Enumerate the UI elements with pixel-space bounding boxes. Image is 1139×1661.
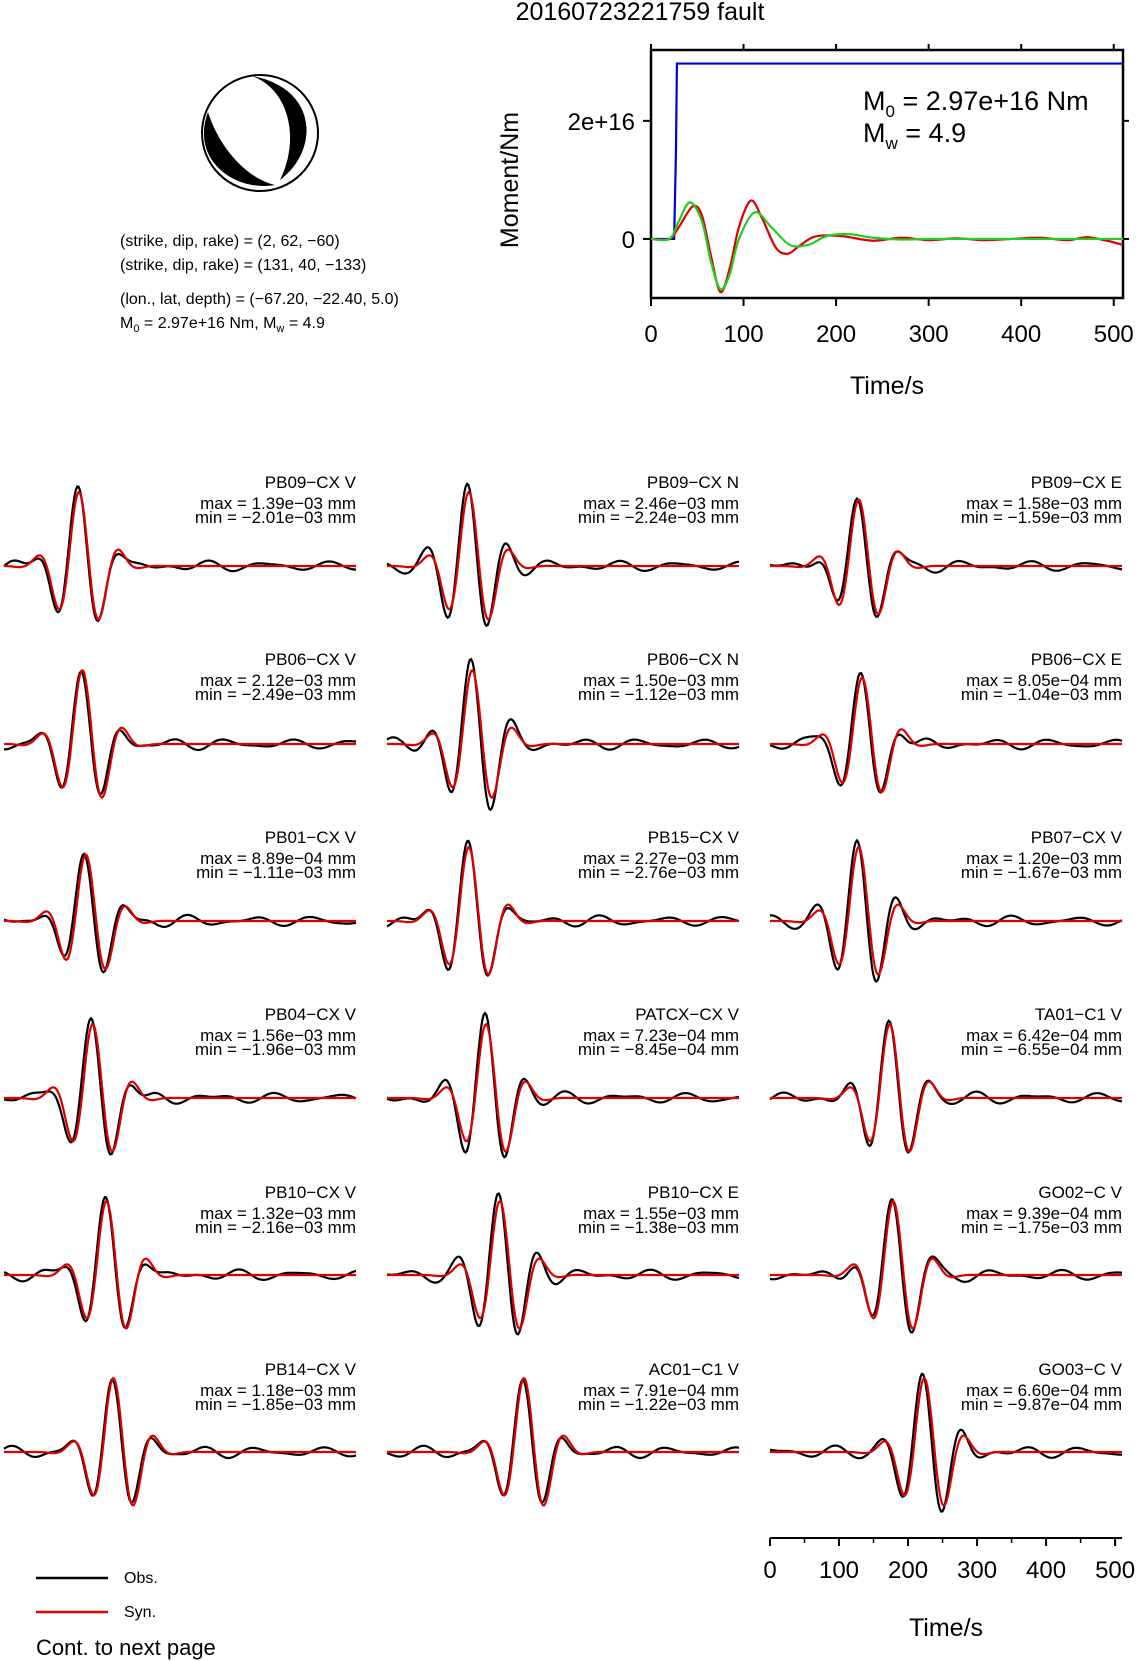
moment-xtick-label: 0 bbox=[644, 321, 658, 348]
moment-rate-alt-line bbox=[651, 202, 1123, 289]
moment-xtick-label: 400 bbox=[1001, 321, 1042, 348]
station-max: max = 6.42e−04 mm bbox=[966, 1026, 1122, 1045]
station-max: max = 7.23e−04 mm bbox=[583, 1026, 739, 1045]
station-max: max = 7.91e−04 mm bbox=[583, 1381, 739, 1400]
station-label: PB09−CX N bbox=[646, 473, 739, 492]
moment-xlabel: Time/s bbox=[849, 372, 925, 400]
moment-plot bbox=[496, 44, 1134, 400]
station-max: max = 1.58e−03 mm bbox=[966, 494, 1122, 513]
moment-ylabel: Moment/Nm bbox=[496, 111, 524, 249]
waveform-panel bbox=[387, 650, 739, 810]
moment-xtick-label: 300 bbox=[908, 321, 949, 348]
station-label: PB07−CX V bbox=[1030, 828, 1122, 847]
nodal-plane-1: (strike, dip, rake) = (2, 62, −60) bbox=[120, 233, 340, 250]
station-label: GO03−C V bbox=[1038, 1360, 1122, 1379]
waveform-panel bbox=[770, 1360, 1123, 1512]
station-label: TA01−C1 V bbox=[1034, 1005, 1122, 1024]
waveform-panel bbox=[770, 1183, 1123, 1332]
station-label: PB01−CX V bbox=[264, 828, 356, 847]
station-label: PB06−CX V bbox=[264, 650, 356, 669]
legend-syn-label: Syn. bbox=[124, 1604, 157, 1621]
station-max: max = 8.89e−04 mm bbox=[200, 849, 356, 868]
station-min: min = −8.45e−04 mm bbox=[577, 1040, 739, 1059]
legend-obs-label: Obs. bbox=[124, 1570, 158, 1587]
station-label: PATCX−CX V bbox=[635, 1005, 739, 1024]
station-min: min = −1.12e−03 mm bbox=[577, 685, 739, 704]
station-min: min = −1.75e−03 mm bbox=[960, 1218, 1122, 1237]
station-min: min = −1.67e−03 mm bbox=[960, 863, 1122, 882]
station-min: min = −1.11e−03 mm bbox=[196, 863, 356, 882]
waveform-xtick-label: 500 bbox=[1095, 1557, 1136, 1584]
moment-annotation-mw: $M_w = 4.9$ bbox=[863, 118, 967, 153]
station-label: PB06−CX N bbox=[646, 650, 739, 669]
station-max: max = 1.56e−03 mm bbox=[200, 1026, 356, 1045]
waveform-panel bbox=[387, 828, 740, 976]
waveform-panel bbox=[4, 1005, 357, 1154]
waveform-panel bbox=[4, 1183, 357, 1328]
waveform-panel bbox=[770, 650, 1122, 792]
station-min: min = −1.59e−03 mm bbox=[960, 508, 1122, 527]
waveform-panel bbox=[4, 473, 357, 621]
station-label: PB10−CX E bbox=[647, 1183, 739, 1202]
station-label: PB04−CX V bbox=[264, 1005, 356, 1024]
station-label: PB15−CX V bbox=[647, 828, 739, 847]
waveform-panels bbox=[4, 473, 1123, 1512]
waveform-panel bbox=[4, 650, 357, 798]
figure-title: 20160723221759 fault bbox=[515, 0, 765, 26]
legend bbox=[36, 1570, 158, 1621]
moment-rate-line bbox=[651, 200, 1123, 292]
waveform-panel bbox=[4, 828, 357, 972]
waveform-xtick-label: 300 bbox=[957, 1557, 998, 1584]
moment-xtick-label: 500 bbox=[1093, 321, 1134, 348]
nodal-plane-2: (strike, dip, rake) = (131, 40, −133) bbox=[120, 257, 367, 274]
waveform-panel bbox=[387, 1360, 740, 1505]
station-label: PB09−CX E bbox=[1030, 473, 1122, 492]
waveform-time-axis bbox=[763, 1538, 1135, 1584]
waveform-panel bbox=[387, 473, 739, 626]
moment-xtick-label: 200 bbox=[816, 321, 857, 348]
station-max: max = 2.12e−03 mm bbox=[200, 671, 356, 690]
station-max: max = 1.32e−03 mm bbox=[200, 1204, 356, 1223]
station-label: PB09−CX V bbox=[264, 473, 356, 492]
station-label: AC01−C1 V bbox=[648, 1360, 739, 1379]
station-max: max = 1.18e−03 mm bbox=[200, 1381, 356, 1400]
moment-magnitude-line: $M_0 = 2.97e+16$ Nm, $M_w = 4.9$ bbox=[120, 315, 325, 335]
waveform-xtick-label: 100 bbox=[818, 1557, 860, 1584]
station-max: max = 1.39e−03 mm bbox=[200, 494, 356, 513]
station-label: PB10−CX V bbox=[264, 1183, 356, 1202]
waveform-panel bbox=[4, 1360, 357, 1505]
source-info bbox=[120, 233, 399, 335]
station-min: min = −2.24e−03 mm bbox=[577, 508, 739, 527]
station-min: min = −9.87e−04 mm bbox=[960, 1395, 1122, 1414]
station-label: GO02−C V bbox=[1038, 1183, 1122, 1202]
waveform-xtick-label: 0 bbox=[763, 1557, 777, 1584]
station-min: min = −1.04e−03 mm bbox=[960, 685, 1122, 704]
station-max: max = 8.05e−04 mm bbox=[966, 671, 1122, 690]
moment-xtick-label: 100 bbox=[723, 321, 764, 348]
station-min: min = −2.76e−03 mm bbox=[577, 863, 739, 882]
station-min: min = −1.38e−03 mm bbox=[577, 1218, 739, 1237]
station-label: PB14−CX V bbox=[264, 1360, 356, 1379]
waveform-panel bbox=[770, 828, 1123, 982]
station-min: min = −1.96e−03 mm bbox=[194, 1040, 356, 1059]
moment-annotation-m0: $M_0 = 2.97e+16$ Nm bbox=[863, 86, 1089, 121]
station-min: min = −1.22e−03 mm bbox=[577, 1395, 739, 1414]
station-min: min = −2.49e−03 mm bbox=[194, 685, 356, 704]
location-depth: (lon., lat, depth) = (−67.20, −22.40, 5.0) bbox=[120, 291, 399, 308]
waveform-xtick-label: 200 bbox=[888, 1557, 929, 1584]
waveform-xtick-label: 400 bbox=[1026, 1557, 1067, 1584]
station-max: max = 2.27e−03 mm bbox=[583, 849, 739, 868]
station-min: min = −2.16e−03 mm bbox=[194, 1218, 356, 1237]
station-max: max = 1.20e−03 mm bbox=[966, 849, 1122, 868]
station-min: min = −6.55e−04 mm bbox=[960, 1040, 1122, 1059]
waveform-panel bbox=[770, 1005, 1123, 1152]
waveform-panel bbox=[387, 1183, 739, 1334]
station-max: max = 9.39e−04 mm bbox=[966, 1204, 1122, 1223]
station-label: PB06−CX E bbox=[1030, 650, 1122, 669]
waveform-xlabel: Time/s bbox=[908, 1614, 984, 1642]
station-max: max = 1.55e−03 mm bbox=[583, 1204, 739, 1223]
waveform-panel bbox=[387, 1005, 740, 1157]
station-max: max = 1.50e−03 mm bbox=[583, 671, 739, 690]
station-min: min = −2.01e−03 mm bbox=[194, 508, 356, 527]
moment-ytick-label: 0 bbox=[621, 226, 635, 254]
moment-ytick-label: 2e+16 bbox=[567, 108, 635, 136]
station-max: max = 2.46e−03 mm bbox=[583, 494, 739, 513]
waveform-panel bbox=[770, 473, 1122, 617]
footer-note: Cont. to next page bbox=[36, 1635, 216, 1660]
beachball bbox=[202, 75, 318, 191]
station-max: max = 6.60e−04 mm bbox=[966, 1381, 1122, 1400]
station-min: min = −1.85e−03 mm bbox=[194, 1395, 356, 1414]
